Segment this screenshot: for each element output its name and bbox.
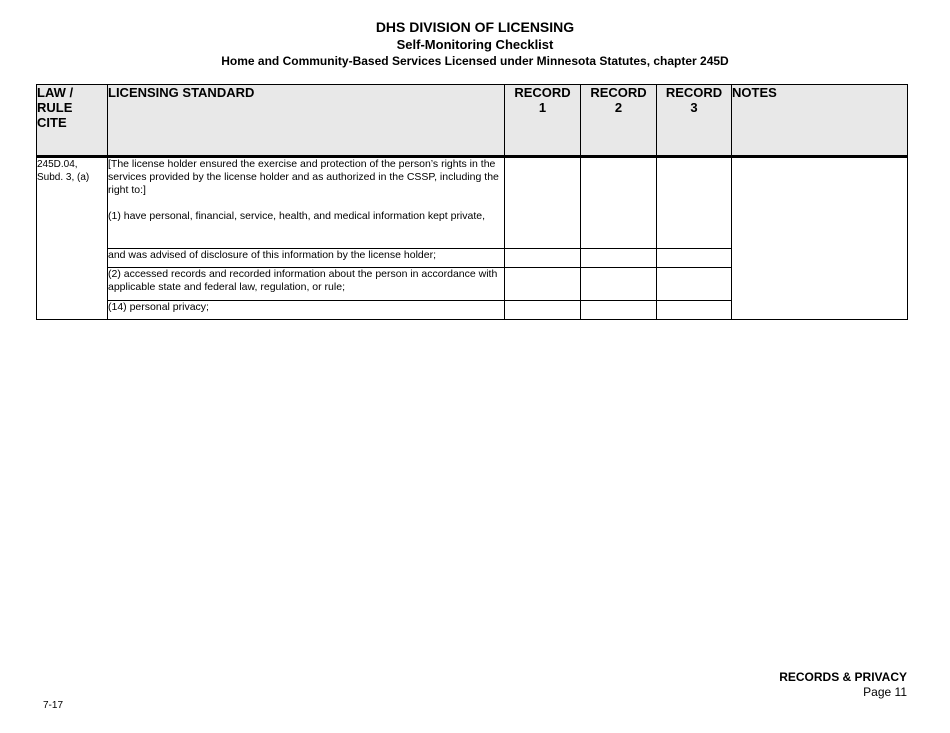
- standard-text: (1) have personal, financial, service, health, and medical information kept private,: [108, 210, 486, 222]
- record-header-number: 1: [538, 100, 547, 115]
- column-header-record-3: [657, 85, 732, 157]
- column-header-record-2: [581, 85, 657, 157]
- record-1-cell[interactable]: [505, 301, 581, 320]
- record-header-number: 2: [614, 100, 623, 115]
- checklist-table: [36, 84, 908, 320]
- standard-cell: [108, 301, 505, 320]
- record-header-label: RECORD: [590, 85, 647, 100]
- record-1-cell[interactable]: [505, 268, 581, 301]
- record-header-label: RECORD: [665, 85, 723, 100]
- record-2-cell[interactable]: [581, 157, 657, 249]
- document-description: Home and Community-Based Services Licensed under Minnesota Statutes, chapter 245D: [221, 54, 729, 68]
- record-3-cell[interactable]: [657, 157, 732, 249]
- standard-text: (14) personal privacy;: [108, 301, 209, 313]
- document-title: DHS DIVISION OF LICENSING: [375, 19, 575, 35]
- standard-cell: [108, 249, 505, 268]
- record-header-number: 3: [690, 100, 698, 115]
- document-header: [0, 19, 950, 70]
- law-cite-cell: [37, 157, 108, 320]
- table-row: [37, 157, 908, 249]
- record-3-cell[interactable]: [657, 301, 732, 320]
- standard-cell: [108, 268, 505, 301]
- document-subtitle: Self-Monitoring Checklist: [396, 37, 554, 52]
- standard-text: [The license holder ensured the exercise and protection of the person’s rights in the services provided by the license holder and as authorized in the CSSP, including the right to:]: [108, 158, 499, 196]
- column-header-notes: NOTES: [732, 85, 908, 157]
- record-3-cell[interactable]: [657, 268, 732, 301]
- record-header-label: RECORD: [514, 85, 571, 100]
- cite-line: Subd. 3, (a): [37, 172, 90, 183]
- record-2-cell[interactable]: [581, 268, 657, 301]
- notes-cell[interactable]: [732, 157, 908, 320]
- version-label: 7-17: [43, 700, 64, 711]
- law-header-line: RULE: [37, 100, 73, 115]
- record-1-cell[interactable]: [505, 249, 581, 268]
- record-1-cell[interactable]: [505, 157, 581, 249]
- footer-right: [779, 670, 907, 700]
- cite-line: 245D.04,: [37, 159, 78, 170]
- law-header-line: LAW /: [37, 85, 74, 100]
- table-header-row: [37, 85, 908, 157]
- column-header-record-1: [505, 85, 581, 157]
- page-number: Page 11: [863, 685, 907, 699]
- column-header-law: [37, 85, 108, 157]
- column-header-standard: LICENSING STANDARD: [108, 85, 505, 157]
- standard-text: and was advised of disclosure of this information by the license holder;: [108, 249, 437, 261]
- record-2-cell[interactable]: [581, 301, 657, 320]
- record-2-cell[interactable]: [581, 249, 657, 268]
- section-name: RECORDS & PRIVACY: [779, 670, 907, 684]
- law-header-line: CITE: [37, 115, 67, 130]
- record-3-cell[interactable]: [657, 249, 732, 268]
- standard-text: (2) accessed records and recorded information about the person in accordance with applicable state and federal law, regulation, or rule;: [108, 268, 498, 293]
- standard-cell: [108, 157, 505, 249]
